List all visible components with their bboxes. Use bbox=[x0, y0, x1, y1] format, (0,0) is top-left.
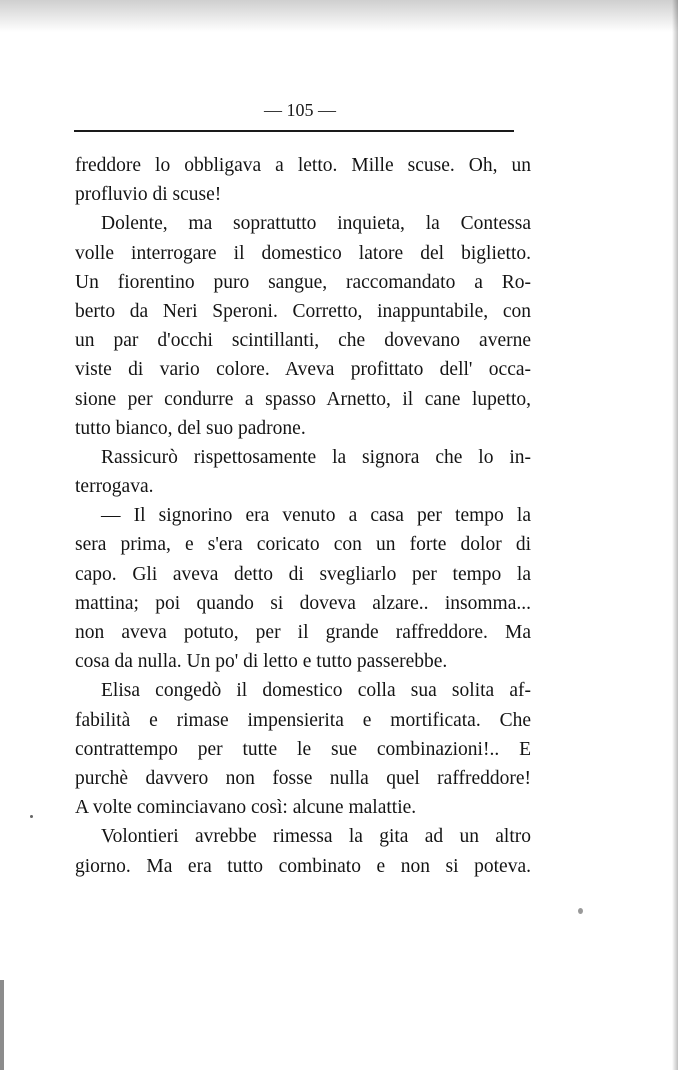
body-text bbox=[75, 151, 531, 881]
text-line: Volontieri avrebbe rimessa la gita ad un altro bbox=[101, 826, 531, 848]
scan-speck bbox=[30, 815, 33, 818]
text-line: purchè davvero non fosse nulla quel raffreddore! bbox=[75, 767, 531, 789]
header-rule bbox=[74, 130, 514, 132]
text-line: A volte cominciavano così: alcune malattie. bbox=[75, 797, 417, 819]
text-line: terrogava. bbox=[75, 476, 154, 498]
text-line: profluvio di scuse! bbox=[75, 184, 222, 206]
text-line: tutto bianco, del suo padrone. bbox=[75, 417, 306, 439]
scan-left-edge bbox=[0, 980, 4, 1070]
scan-top-shadow bbox=[0, 0, 678, 32]
text-line: sera prima, e s'era coricato con un forte dolor di bbox=[75, 534, 531, 556]
text-line: — Il signorino era venuto a casa per tempo la bbox=[101, 505, 531, 527]
text-line: freddore lo obbligava a letto. Mille scuse. Oh, un bbox=[75, 155, 531, 176]
text-line: contrattempo per tutte le sue combinazioni!.. E bbox=[75, 738, 531, 760]
page-number: — 105 — bbox=[264, 100, 336, 120]
text-line: Elisa congedò il domestico colla sua solita af- bbox=[101, 680, 531, 702]
text-line: giorno. Ma era tutto combinato e non si poteva. bbox=[75, 855, 531, 877]
text-line: volle interrogare il domestico latore del biglietto. bbox=[75, 242, 531, 264]
text-line: Dolente, ma soprattutto inquieta, la Contessa bbox=[101, 213, 531, 235]
text-line: mattina; poi quando si doveva alzare.. insomma... bbox=[75, 592, 531, 614]
text-line: capo. Gli aveva detto di svegliarlo per tempo la bbox=[75, 563, 531, 585]
text-line: cosa da nulla. Un po' di letto e tutto passerebbe. bbox=[75, 651, 448, 673]
text-line: viste di vario colore. Aveva profittato dell' occa- bbox=[75, 359, 531, 381]
scan-right-edge bbox=[672, 0, 678, 1070]
text-line: fabilità e rimase impensierita e mortificata. Che bbox=[75, 709, 531, 731]
text-line: Un fiorentino puro sangue, raccomandato a Ro- bbox=[75, 271, 531, 293]
text-line: sione per condurre a spasso Arnetto, il cane lupetto, bbox=[75, 388, 531, 410]
text-line: Rassicurò rispettosamente la signora che lo in- bbox=[101, 446, 531, 468]
text-line: un par d'occhi scintillanti, che dovevano averne bbox=[75, 330, 531, 352]
scan-speck bbox=[578, 908, 583, 914]
text-line: non aveva potuto, per il grande raffreddore. Ma bbox=[75, 622, 531, 643]
text-line: berto da Neri Speroni. Corretto, inappuntabile, con bbox=[75, 300, 531, 322]
